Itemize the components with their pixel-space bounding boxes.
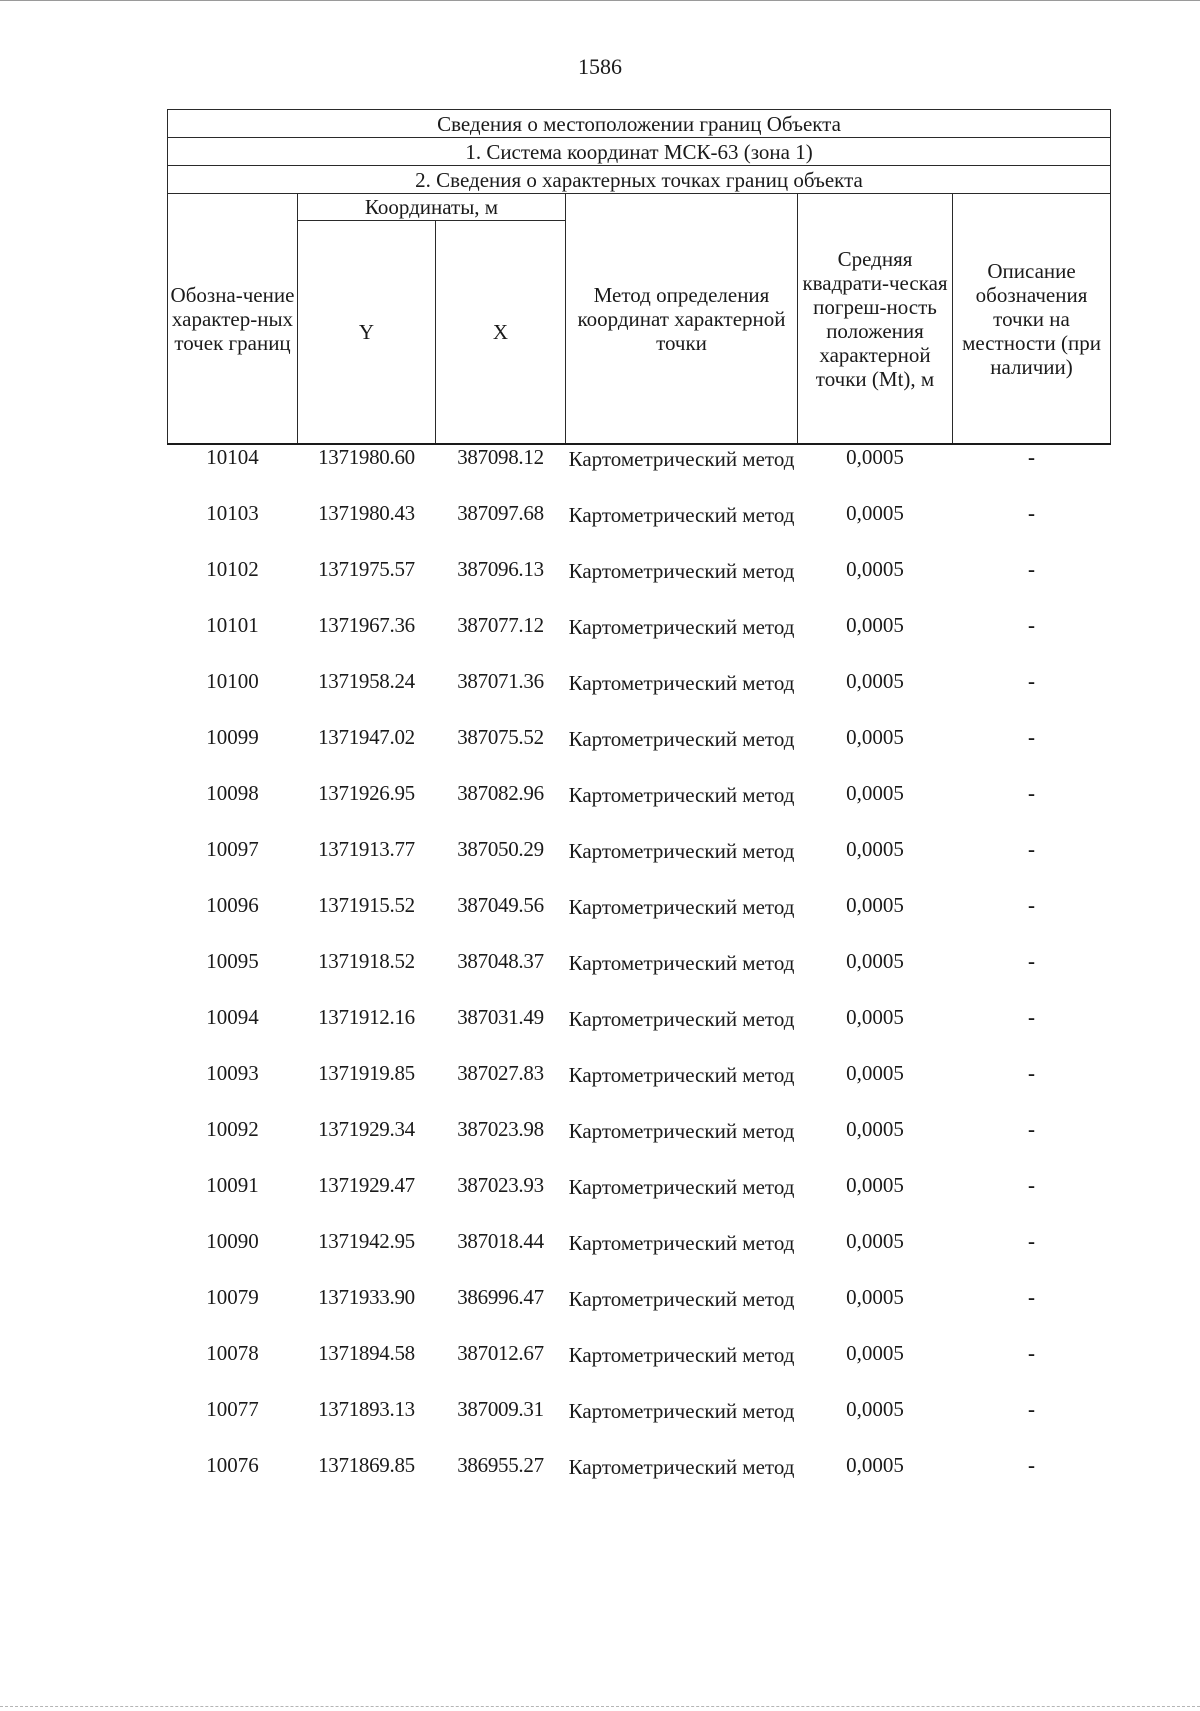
x-coordinate-cell bbox=[436, 949, 566, 1005]
error-text: 0,0005 bbox=[846, 1061, 904, 1085]
description-cell bbox=[953, 1285, 1111, 1341]
x-coordinate-text: 387050.29 bbox=[457, 837, 544, 861]
y-coordinate-cell bbox=[298, 557, 436, 613]
error-text: 0,0005 bbox=[846, 1453, 904, 1477]
description-cell bbox=[953, 557, 1111, 613]
description-cell bbox=[953, 613, 1111, 669]
table-row bbox=[168, 1229, 1111, 1285]
description-cell bbox=[953, 725, 1111, 781]
x-coordinate-cell bbox=[436, 1285, 566, 1341]
method-cell bbox=[566, 893, 798, 949]
point-id-text: 10096 bbox=[206, 893, 259, 917]
method-text: Картометрический метод bbox=[568, 503, 795, 527]
point-id-cell bbox=[168, 893, 298, 949]
description-cell bbox=[953, 444, 1111, 501]
method-text: Картометрический метод bbox=[568, 839, 795, 863]
header-error: Средняя квадрати-ческая погреш-ность положения характерной точки (Mt), м bbox=[798, 194, 953, 445]
y-coordinate-text: 1371893.13 bbox=[318, 1397, 415, 1421]
table-row bbox=[168, 557, 1111, 613]
x-coordinate-text: 386955.27 bbox=[457, 1453, 544, 1477]
point-id-cell bbox=[168, 1229, 298, 1285]
x-coordinate-cell bbox=[436, 501, 566, 557]
error-cell bbox=[798, 837, 953, 893]
x-coordinate-text: 387009.31 bbox=[457, 1397, 544, 1421]
x-coordinate-cell bbox=[436, 1397, 566, 1453]
method-text: Картометрический метод bbox=[568, 783, 795, 807]
error-text: 0,0005 bbox=[846, 1117, 904, 1141]
error-text: 0,0005 bbox=[846, 893, 904, 917]
header-method: Метод определения координат характерной точки bbox=[566, 194, 798, 445]
scan-edge-bottom bbox=[0, 1706, 1200, 1708]
description-text: - bbox=[1028, 949, 1036, 973]
point-id-text: 10101 bbox=[206, 613, 259, 637]
description-text: - bbox=[1028, 1341, 1036, 1365]
description-cell bbox=[953, 1229, 1111, 1285]
error-cell bbox=[798, 1061, 953, 1117]
point-id-text: 10103 bbox=[206, 501, 259, 525]
description-cell bbox=[953, 1341, 1111, 1397]
y-coordinate-text: 1371894.58 bbox=[318, 1341, 415, 1365]
y-coordinate-cell bbox=[298, 781, 436, 837]
scan-edge-top bbox=[0, 0, 1200, 1]
error-cell bbox=[798, 501, 953, 557]
description-text: - bbox=[1028, 893, 1036, 917]
x-coordinate-text: 387097.68 bbox=[457, 501, 544, 525]
error-text: 0,0005 bbox=[846, 837, 904, 861]
page-number: 1586 bbox=[578, 54, 622, 79]
x-coordinate-cell bbox=[436, 1005, 566, 1061]
method-cell bbox=[566, 725, 798, 781]
method-text: Картометрический метод bbox=[568, 1175, 795, 1199]
point-id-cell bbox=[168, 1453, 298, 1509]
table-row bbox=[168, 501, 1111, 557]
description-cell bbox=[953, 1453, 1111, 1509]
point-id-cell bbox=[168, 501, 298, 557]
error-cell bbox=[798, 949, 953, 1005]
method-text: Картометрический метод bbox=[568, 615, 795, 639]
method-cell bbox=[566, 669, 798, 725]
error-text: 0,0005 bbox=[846, 501, 904, 525]
point-id-text: 10092 bbox=[206, 1117, 259, 1141]
point-id-cell bbox=[168, 1173, 298, 1229]
method-text: Картометрический метод bbox=[568, 1007, 795, 1031]
error-cell bbox=[798, 613, 953, 669]
error-text: 0,0005 bbox=[846, 1341, 904, 1365]
point-id-text: 10093 bbox=[206, 1061, 259, 1085]
table-row bbox=[168, 1397, 1111, 1453]
point-id-cell bbox=[168, 837, 298, 893]
y-coordinate-text: 1371967.36 bbox=[318, 613, 415, 637]
error-text: 0,0005 bbox=[846, 557, 904, 581]
description-cell bbox=[953, 1005, 1111, 1061]
method-text: Картометрический метод bbox=[568, 671, 795, 695]
x-coordinate-text: 387096.13 bbox=[457, 557, 544, 581]
description-cell bbox=[953, 781, 1111, 837]
description-text: - bbox=[1028, 781, 1036, 805]
error-cell bbox=[798, 1285, 953, 1341]
y-coordinate-text: 1371975.57 bbox=[318, 557, 415, 581]
method-cell bbox=[566, 613, 798, 669]
x-coordinate-text: 387023.93 bbox=[457, 1173, 544, 1197]
method-cell bbox=[566, 1173, 798, 1229]
y-coordinate-text: 1371918.52 bbox=[318, 949, 415, 973]
y-coordinate-cell bbox=[298, 1173, 436, 1229]
x-coordinate-text: 387098.12 bbox=[457, 445, 544, 469]
header-coordinates: Координаты, м bbox=[298, 194, 566, 221]
point-id-text: 10100 bbox=[206, 669, 259, 693]
point-id-text: 10102 bbox=[206, 557, 259, 581]
method-text: Картометрический метод bbox=[568, 727, 795, 751]
y-coordinate-cell bbox=[298, 949, 436, 1005]
description-text: - bbox=[1028, 669, 1036, 693]
x-coordinate-cell bbox=[436, 1173, 566, 1229]
method-cell bbox=[566, 837, 798, 893]
x-coordinate-cell bbox=[436, 1453, 566, 1509]
table-row bbox=[168, 725, 1111, 781]
description-cell bbox=[953, 1397, 1111, 1453]
x-coordinate-cell bbox=[436, 613, 566, 669]
method-text: Картометрический метод bbox=[568, 1287, 795, 1311]
y-coordinate-text: 1371942.95 bbox=[318, 1229, 415, 1253]
point-id-cell bbox=[168, 1061, 298, 1117]
table-body bbox=[168, 444, 1111, 1509]
y-coordinate-cell bbox=[298, 1341, 436, 1397]
y-coordinate-cell bbox=[298, 501, 436, 557]
point-id-cell bbox=[168, 669, 298, 725]
method-text: Картометрический метод bbox=[568, 951, 795, 975]
method-text: Картометрический метод bbox=[568, 1063, 795, 1087]
point-id-cell bbox=[168, 1397, 298, 1453]
description-cell bbox=[953, 893, 1111, 949]
x-coordinate-cell bbox=[436, 669, 566, 725]
description-text: - bbox=[1028, 1005, 1036, 1029]
description-cell bbox=[953, 949, 1111, 1005]
point-id-text: 10090 bbox=[206, 1229, 259, 1253]
description-text: - bbox=[1028, 557, 1036, 581]
table-row bbox=[168, 1061, 1111, 1117]
y-coordinate-text: 1371947.02 bbox=[318, 725, 415, 749]
point-id-cell bbox=[168, 1285, 298, 1341]
description-text: - bbox=[1028, 1173, 1036, 1197]
method-cell bbox=[566, 1061, 798, 1117]
method-cell bbox=[566, 1229, 798, 1285]
error-cell bbox=[798, 1005, 953, 1061]
y-coordinate-cell bbox=[298, 444, 436, 501]
table-row bbox=[168, 669, 1111, 725]
method-cell bbox=[566, 781, 798, 837]
error-text: 0,0005 bbox=[846, 725, 904, 749]
table-row bbox=[168, 613, 1111, 669]
y-coordinate-text: 1371929.47 bbox=[318, 1173, 415, 1197]
description-text: - bbox=[1028, 613, 1036, 637]
x-coordinate-text: 387075.52 bbox=[457, 725, 544, 749]
table-title: Сведения о местоположении границ Объекта bbox=[168, 110, 1111, 138]
y-coordinate-text: 1371958.24 bbox=[318, 669, 415, 693]
point-id-cell bbox=[168, 1005, 298, 1061]
method-cell bbox=[566, 1341, 798, 1397]
description-cell bbox=[953, 1061, 1111, 1117]
error-cell bbox=[798, 1453, 953, 1509]
table-row bbox=[168, 1341, 1111, 1397]
table-row bbox=[168, 1173, 1111, 1229]
y-coordinate-text: 1371919.85 bbox=[318, 1061, 415, 1085]
error-cell bbox=[798, 893, 953, 949]
method-text: Картометрический метод bbox=[568, 447, 795, 471]
y-coordinate-cell bbox=[298, 669, 436, 725]
error-cell bbox=[798, 1117, 953, 1173]
method-text: Картометрический метод bbox=[568, 895, 795, 919]
point-id-text: 10077 bbox=[206, 1397, 259, 1421]
method-cell bbox=[566, 557, 798, 613]
x-coordinate-text: 387048.37 bbox=[457, 949, 544, 973]
table-row bbox=[168, 1117, 1111, 1173]
x-coordinate-text: 386996.47 bbox=[457, 1285, 544, 1309]
table-row bbox=[168, 837, 1111, 893]
error-text: 0,0005 bbox=[846, 445, 904, 469]
y-coordinate-cell bbox=[298, 725, 436, 781]
header-y: Y bbox=[298, 221, 436, 445]
method-cell bbox=[566, 1005, 798, 1061]
description-cell bbox=[953, 837, 1111, 893]
x-coordinate-cell bbox=[436, 1117, 566, 1173]
point-id-cell bbox=[168, 1341, 298, 1397]
y-coordinate-text: 1371926.95 bbox=[318, 781, 415, 805]
description-text: - bbox=[1028, 1229, 1036, 1253]
y-coordinate-cell bbox=[298, 837, 436, 893]
y-coordinate-text: 1371912.16 bbox=[318, 1005, 415, 1029]
x-coordinate-text: 387027.83 bbox=[457, 1061, 544, 1085]
method-text: Картометрический метод bbox=[568, 1455, 795, 1479]
boundary-points-table bbox=[167, 109, 1111, 1509]
description-text: - bbox=[1028, 501, 1036, 525]
error-text: 0,0005 bbox=[846, 1397, 904, 1421]
point-id-text: 10079 bbox=[206, 1285, 259, 1309]
x-coordinate-cell bbox=[436, 444, 566, 501]
x-coordinate-cell bbox=[436, 1341, 566, 1397]
table-row bbox=[168, 1005, 1111, 1061]
table-row bbox=[168, 949, 1111, 1005]
error-cell bbox=[798, 669, 953, 725]
x-coordinate-text: 387018.44 bbox=[457, 1229, 544, 1253]
error-cell bbox=[798, 1173, 953, 1229]
x-coordinate-cell bbox=[436, 557, 566, 613]
method-text: Картометрический метод bbox=[568, 559, 795, 583]
x-coordinate-text: 387077.12 bbox=[457, 613, 544, 637]
x-coordinate-cell bbox=[436, 1229, 566, 1285]
method-text: Картометрический метод bbox=[568, 1231, 795, 1255]
y-coordinate-cell bbox=[298, 1285, 436, 1341]
y-coordinate-cell bbox=[298, 1117, 436, 1173]
y-coordinate-text: 1371869.85 bbox=[318, 1453, 415, 1477]
point-id-text: 10078 bbox=[206, 1341, 259, 1365]
point-id-cell bbox=[168, 557, 298, 613]
y-coordinate-text: 1371915.52 bbox=[318, 893, 415, 917]
description-text: - bbox=[1028, 837, 1036, 861]
y-coordinate-cell bbox=[298, 1061, 436, 1117]
error-text: 0,0005 bbox=[846, 1229, 904, 1253]
table-row bbox=[168, 893, 1111, 949]
description-text: - bbox=[1028, 1061, 1036, 1085]
point-id-text: 10098 bbox=[206, 781, 259, 805]
y-coordinate-cell bbox=[298, 1397, 436, 1453]
section-characteristic-points: 2. Сведения о характерных точках границ объекта bbox=[168, 166, 1111, 194]
x-coordinate-cell bbox=[436, 893, 566, 949]
table-row bbox=[168, 1285, 1111, 1341]
description-text: - bbox=[1028, 725, 1036, 749]
y-coordinate-text: 1371980.60 bbox=[318, 445, 415, 469]
description-cell bbox=[953, 669, 1111, 725]
x-coordinate-cell bbox=[436, 781, 566, 837]
description-cell bbox=[953, 1173, 1111, 1229]
y-coordinate-text: 1371913.77 bbox=[318, 837, 415, 861]
error-cell bbox=[798, 725, 953, 781]
y-coordinate-text: 1371929.34 bbox=[318, 1117, 415, 1141]
point-id-cell bbox=[168, 725, 298, 781]
header-designation: Обозна-чение характер-ных точек границ bbox=[168, 194, 298, 445]
point-id-text: 10099 bbox=[206, 725, 259, 749]
y-coordinate-cell bbox=[298, 893, 436, 949]
method-text: Картометрический метод bbox=[568, 1119, 795, 1143]
header-x: X bbox=[436, 221, 566, 445]
description-text: - bbox=[1028, 445, 1036, 469]
error-text: 0,0005 bbox=[846, 613, 904, 637]
description-cell bbox=[953, 501, 1111, 557]
y-coordinate-text: 1371980.43 bbox=[318, 501, 415, 525]
x-coordinate-text: 387071.36 bbox=[457, 669, 544, 693]
table-row bbox=[168, 781, 1111, 837]
point-id-cell bbox=[168, 1117, 298, 1173]
error-cell bbox=[798, 781, 953, 837]
error-text: 0,0005 bbox=[846, 781, 904, 805]
description-text: - bbox=[1028, 1453, 1036, 1477]
method-cell bbox=[566, 1285, 798, 1341]
error-text: 0,0005 bbox=[846, 1005, 904, 1029]
description-text: - bbox=[1028, 1285, 1036, 1309]
method-cell bbox=[566, 1397, 798, 1453]
x-coordinate-text: 387031.49 bbox=[457, 1005, 544, 1029]
point-id-cell bbox=[168, 444, 298, 501]
error-cell bbox=[798, 557, 953, 613]
point-id-text: 10104 bbox=[206, 445, 259, 469]
x-coordinate-cell bbox=[436, 725, 566, 781]
y-coordinate-cell bbox=[298, 1453, 436, 1509]
method-cell bbox=[566, 501, 798, 557]
description-text: - bbox=[1028, 1397, 1036, 1421]
method-cell bbox=[566, 949, 798, 1005]
x-coordinate-text: 387082.96 bbox=[457, 781, 544, 805]
table-row bbox=[168, 1453, 1111, 1509]
error-cell bbox=[798, 1341, 953, 1397]
point-id-text: 10094 bbox=[206, 1005, 259, 1029]
y-coordinate-cell bbox=[298, 613, 436, 669]
point-id-text: 10091 bbox=[206, 1173, 259, 1197]
header-description: Описание обозначения точки на местности (при наличии) bbox=[953, 194, 1111, 445]
y-coordinate-cell bbox=[298, 1229, 436, 1285]
method-cell bbox=[566, 1453, 798, 1509]
x-coordinate-cell bbox=[436, 837, 566, 893]
error-text: 0,0005 bbox=[846, 949, 904, 973]
table-row bbox=[168, 444, 1111, 501]
method-cell bbox=[566, 445, 798, 501]
error-text: 0,0005 bbox=[846, 1173, 904, 1197]
point-id-cell bbox=[168, 613, 298, 669]
description-cell bbox=[953, 1117, 1111, 1173]
y-coordinate-text: 1371933.90 bbox=[318, 1285, 415, 1309]
y-coordinate-cell bbox=[298, 1005, 436, 1061]
point-id-text: 10076 bbox=[206, 1453, 259, 1477]
point-id-text: 10097 bbox=[206, 837, 259, 861]
method-cell bbox=[566, 1117, 798, 1173]
point-id-cell bbox=[168, 781, 298, 837]
error-cell bbox=[798, 1397, 953, 1453]
description-text: - bbox=[1028, 1117, 1036, 1141]
x-coordinate-text: 387023.98 bbox=[457, 1117, 544, 1141]
point-id-text: 10095 bbox=[206, 949, 259, 973]
error-cell bbox=[798, 444, 953, 501]
x-coordinate-cell bbox=[436, 1061, 566, 1117]
point-id-cell bbox=[168, 949, 298, 1005]
method-text: Картометрический метод bbox=[568, 1343, 795, 1367]
error-cell bbox=[798, 1229, 953, 1285]
method-text: Картометрический метод bbox=[568, 1399, 795, 1423]
section-coordinate-system: 1. Система координат МСК-63 (зона 1) bbox=[168, 138, 1111, 166]
x-coordinate-text: 387012.67 bbox=[457, 1341, 544, 1365]
x-coordinate-text: 387049.56 bbox=[457, 893, 544, 917]
error-text: 0,0005 bbox=[846, 1285, 904, 1309]
error-text: 0,0005 bbox=[846, 669, 904, 693]
